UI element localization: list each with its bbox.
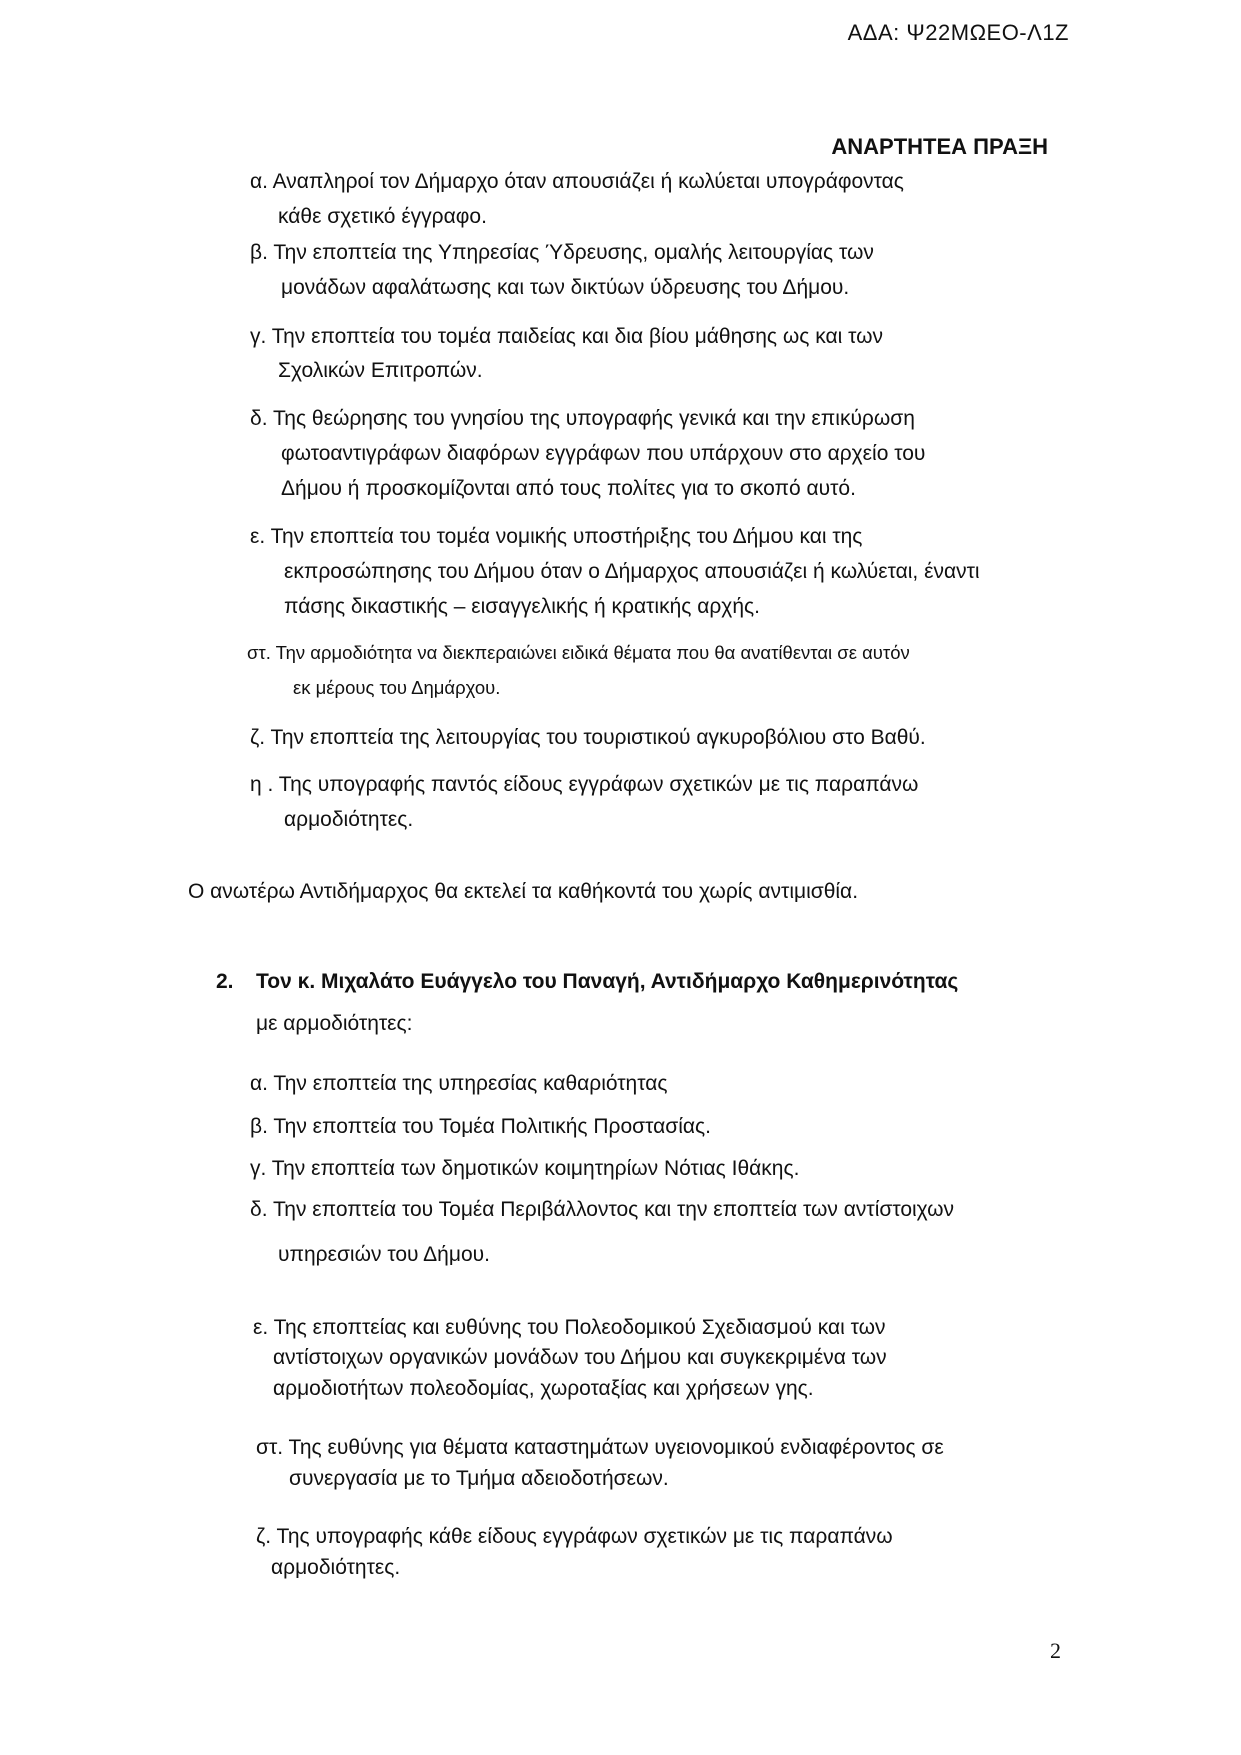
item-line: γ. Την εποπτεία του τομέα παιδείας και δια βίου μάθησης ως και των <box>250 325 884 348</box>
item-line: δ. Της θεώρησης του γνησίου της υπογραφής γενικά και την επικύρωση <box>250 407 915 430</box>
item-line: στ. Την αρμοδιότητα να διεκπεραιώνει ειδικά θέματα που θα ανατίθενται σε αυτόν <box>247 642 910 663</box>
item-line: πάσης δικαστικής – εισαγγελικής ή κρατικής αρχής. <box>284 595 760 618</box>
item-line: δ. Την εποπτεία του Τομέα Περιβάλλοντος και την εποπτεία των αντίστοιχων <box>250 1198 955 1221</box>
closing-sentence: Ο ανωτέρω Αντιδήμαρχος θα εκτελεί τα καθήκοντά του χωρίς αντιμισθία. <box>188 880 859 903</box>
item-line: ε. Της εποπτείας και ευθύνης του Πολεοδομικού Σχεδιασμού και των <box>253 1316 886 1339</box>
item-line: κάθε σχετικό έγγραφο. <box>278 205 487 228</box>
item-line: αρμοδιοτήτων πολεοδομίας, χωροταξίας και χρήσεων γης. <box>273 1377 814 1400</box>
item-line: αντίστοιχων οργανικών μονάδων του Δήμου και συγκεκριμένα των <box>273 1346 887 1369</box>
item-line: αρμοδιότητες. <box>271 1556 401 1579</box>
item-line: β. Την εποπτεία του Τομέα Πολιτικής Προστασίας. <box>250 1115 711 1138</box>
item-line: β. Την εποπτεία της Υπηρεσίας Ύδρευσης, ομαλής λειτουργίας των <box>250 241 874 264</box>
page-number: 2 <box>1050 1638 1061 1663</box>
item-line: Σχολικών Επιτροπών. <box>278 359 483 382</box>
section-number: 2. <box>216 970 234 993</box>
item-line: φωτοαντιγράφων διαφόρων εγγράφων που υπάρχουν στο αρχείο του <box>281 442 926 465</box>
posting-stamp: ΑΝΑΡΤΗΤΕΑ ΠΡΑΞΗ <box>831 134 1048 159</box>
item-line: Δήμου ή προσκομίζονται από τους πολίτες για το σκοπό αυτό. <box>281 477 856 500</box>
item-line: α. Αναπληροί τον Δήμαρχο όταν απουσιάζει ή κωλύεται υπογράφοντας <box>250 170 904 193</box>
item-line: α. Την εποπτεία της υπηρεσίας καθαριότητας <box>250 1072 668 1095</box>
item-line: γ. Την εποπτεία των δημοτικών κοιμητηρίων Νότιας Ιθάκης. <box>250 1157 800 1180</box>
item-line: η . Της υπογραφής παντός είδους εγγράφων σχετικών με τις παραπάνω <box>250 773 919 796</box>
item-line: εκ μέρους του Δημάρχου. <box>293 677 501 698</box>
section-subheading: με αρμοδιότητες: <box>256 1012 413 1035</box>
item-line: ζ. Την εποπτεία της λειτουργίας του τουριστικού αγκυροβόλιου στο Βαθύ. <box>250 726 926 749</box>
item-line: μονάδων αφαλάτωσης και των δικτύων ύδρευσης του Δήμου. <box>281 276 850 299</box>
item-line: στ. Της ευθύνης για θέματα καταστημάτων υγειονομικού ενδιαφέροντος σε <box>256 1436 944 1459</box>
item-line: συνεργασία με το Τμήμα αδειοδοτήσεων. <box>289 1467 669 1490</box>
item-line: εκπροσώπησης του Δήμου όταν ο Δήμαρχος απουσιάζει ή κωλύεται, έναντι <box>284 560 980 583</box>
ada-code: ΑΔΑ: Ψ22ΜΩΕΟ-Λ1Ζ <box>847 20 1069 45</box>
item-line: αρμοδιότητες. <box>284 808 414 831</box>
item-line: ε. Την εποπτεία του τομέα νομικής υποστήριξης του Δήμου και της <box>250 525 863 548</box>
section-heading: Τον κ. Μιχαλάτο Ευάγγελο του Παναγή, Αντιδήμαρχο Καθημερινότητας <box>256 970 959 993</box>
item-line: ζ. Της υπογραφής κάθε είδους εγγράφων σχετικών με τις παραπάνω <box>256 1525 893 1548</box>
item-line: υπηρεσιών του Δήμου. <box>278 1243 490 1266</box>
